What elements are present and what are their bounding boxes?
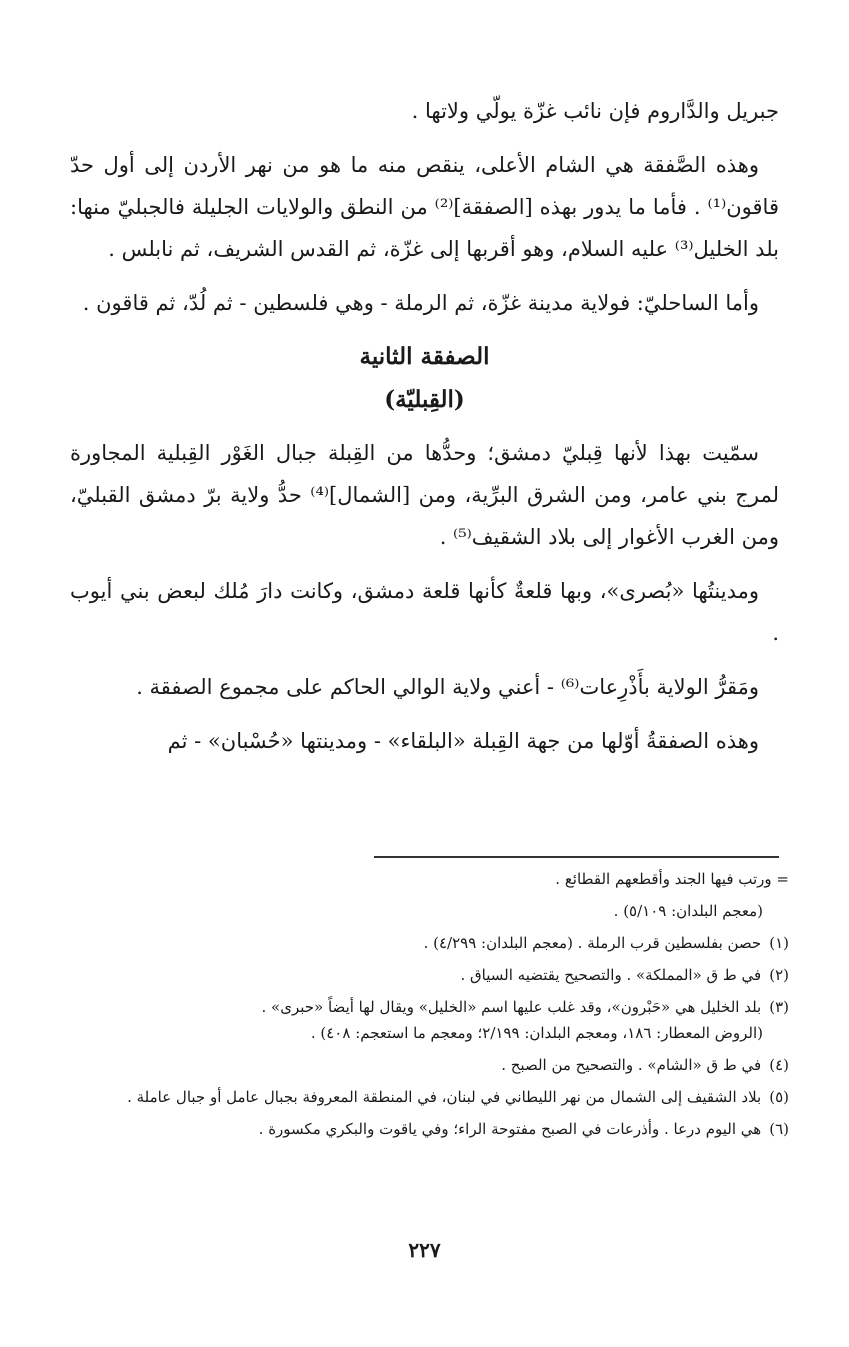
section-heading: الصفقة الثانية [359,343,490,370]
paragraph-4: سمّيت بهذا لأنها قِبليّ دمشق؛ وحدُّها من القِبلة جبال الغَوْر القِبلية المجاورة لمرج بني عامر، ومن الشرق البرِّية، ومن [الشمال]⁽⁴⁾ حدُّ ولاية برّ دمشق القبليّ، ومن الغرب الأغوار إلى بلاد الشقيف⁽⁵⁾ . [70,441,779,549]
section-subheading: (القِبليّة) [384,386,465,413]
paragraph-2: وهذه الصَّفقة هي الشام الأعلى، ينقص منه ما هو من نهر الأردن إلى أول حدّ قاقون⁽¹⁾ . فأما ما يدور بهذه [الصفقة]⁽²⁾ من النطق والولايات الجليلة فالجبليّ منها: بلد الخليل⁽³⁾ عليه السلام، وهو أقربها إلى غزّة، ثم القدس الشريف، ثم نابلس . [70,153,779,261]
footnote-number: (١) [769,934,789,952]
footnotes [60,866,789,1148]
footnote-3 [60,994,789,1046]
footnote-text: هي اليوم درعا . وأذرعات في الصبح مفتوحة الراء؛ وفي ياقوت والبكري مكسورة . [258,1120,762,1138]
paragraph-3: وأما الساحليّ: فولاية مدينة غزّة، ثم الرملة - وهي فلسطين - ثم لُدّ، ثم قاقون . [82,291,759,315]
footnote-text: بلد الخليل هي «حَبْرون»، وقد غلب عليها اسم «الخليل» ويقال لها أيضاً «حبرى» . [261,998,762,1016]
paragraph-1: جبريل والدَّاروم فإن نائب غزّة يولّي ولاتها . [411,99,779,123]
footnote-3-sources: (الروض المعطار: ١٨٦، ومعجم البلدان: ٢/١٩٩؛ ومعجم ما استعجم: ٤٠٨) . [310,1024,763,1042]
footnote-text: بلاد الشقيف إلى الشمال من نهر الليطاني في لبنان، في المنطقة المعروفة بجبال عامل أو جبال عاملة . [127,1088,762,1106]
page-number: ٢٢٧ [408,1238,441,1262]
footnote-text: في ط ق «الشام» . والتصحيح من الصبح . [501,1056,762,1074]
footnote-text: حصن بفلسطين قرب الرملة . (معجم البلدان: ٤/٢٩٩) . [423,934,762,952]
footnote-continuation-source: (معجم البلدان: ٥/١٠٩) . [613,902,763,920]
paragraph-6: ومَقرُّ الولاية بأَذْرِعات⁽⁶⁾ - أعني ولاية الوالي الحاكم على مجموع الصفقة . [136,675,759,699]
footnote-number: (٢) [769,966,789,984]
footnote-number: (٤) [769,1056,789,1074]
footnote-6 [60,1116,789,1142]
paragraph-7: وهذه الصفقةُ أوّلها من جهة القِبلة «البلقاء» - ومدينتها «حُسْبان» - ثم [167,729,759,753]
footnote-4 [60,1052,789,1078]
footnote-continuation: = ورتب فيها الجند وأقطعهم القطائع . [555,870,789,888]
footnote-number: (٥) [769,1088,789,1106]
paragraph-5: ومدينتُها «بُصرى»، وبها قلعةٌ كأنها قلعة دمشق، وكانت دارَ مُلك لبعض بني أيوب . [70,579,779,645]
footnote-number: (٣) [769,998,789,1016]
footnote-2 [60,962,789,988]
main-text [70,90,779,774]
footnote-number: (٦) [769,1120,789,1138]
footnote-text: في ط ق «المملكة» . والتصحيح يقتضيه السياق . [460,966,762,984]
footnote-1 [60,930,789,956]
footnote-5 [60,1084,789,1110]
footnote-divider [374,856,779,858]
